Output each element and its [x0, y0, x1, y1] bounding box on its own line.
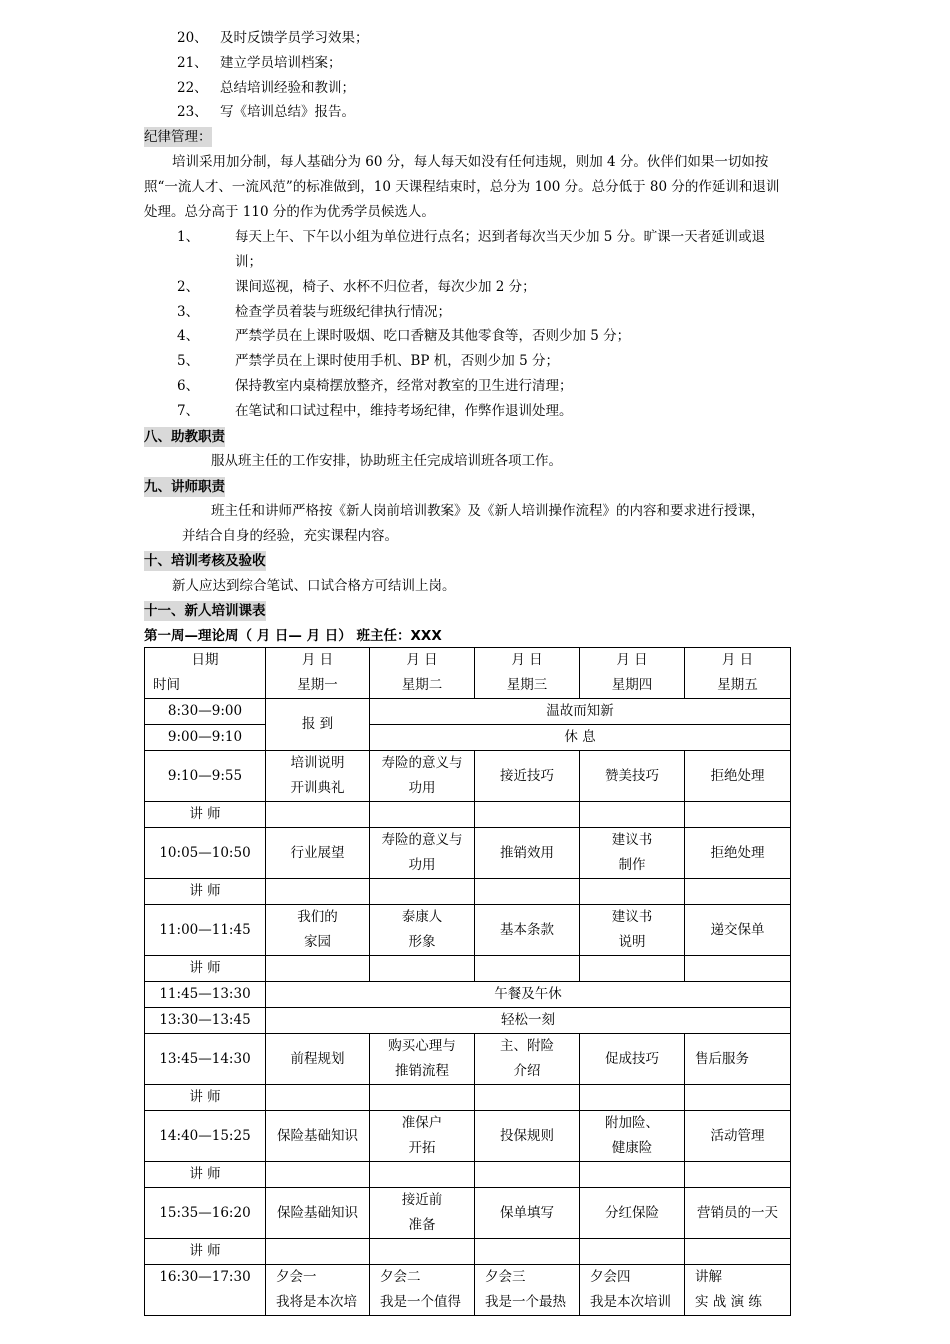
time-cell: 9:00—9:10: [145, 725, 266, 751]
list-item: 23、 写《培训总结》报告。: [177, 104, 355, 120]
section-text: 服从班主任的工作安排，协助班主任完成培训班各项工作。: [211, 453, 562, 469]
header-day-cell: 月 日 星期二: [370, 648, 475, 699]
course-cell: 寿险的意义与 功用: [370, 828, 475, 879]
course-cell: 活动管理: [685, 1111, 791, 1162]
course-cell: 保单填写: [475, 1188, 580, 1239]
table-row: [145, 956, 791, 982]
rule-item: 2、 课间巡视，椅子、水杯不归位者，每次少加 2 分；: [177, 279, 536, 295]
lecturer-cell: [475, 802, 580, 828]
table-row: [145, 1111, 791, 1162]
list-item: 21、 建立学员培训档案；: [177, 55, 342, 71]
lecturer-cell: [580, 1162, 685, 1188]
lecturer-cell: [475, 1239, 580, 1265]
discipline-paragraph-line: 照“一流人才、一流风范”的标准做到，10 天课程结束时，总分为 100 分。总分低于 80 分的作延训和退训: [144, 179, 780, 195]
table-row: [145, 1162, 791, 1188]
time-cell: 15:35—16:20: [145, 1188, 266, 1239]
time-cell: 8:30—9:00: [145, 699, 266, 725]
header-day-cell: 月 日 星期四: [580, 648, 685, 699]
time-cell: 10:05—10:50: [145, 828, 266, 879]
lecturer-label-cell: 讲 师: [145, 1239, 266, 1265]
course-cell: 准保户 开拓: [370, 1111, 475, 1162]
course-cell: 培训说明 开训典礼: [266, 751, 370, 802]
lecturer-cell: [370, 802, 475, 828]
course-cell: 讲解 实 战 演 练: [685, 1265, 791, 1316]
lecturer-cell: [580, 802, 685, 828]
course-cell: 营销员的一天: [685, 1188, 791, 1239]
table-row: [145, 1265, 791, 1316]
lecturer-cell: [266, 879, 370, 905]
time-cell: 11:45—13:30: [145, 982, 266, 1008]
header-date-time-cell: 日期 时间: [145, 648, 266, 699]
lecturer-cell: [475, 1085, 580, 1111]
course-cell: 拒绝处理: [685, 828, 791, 879]
lecturer-cell: [580, 879, 685, 905]
lecturer-cell: [370, 956, 475, 982]
course-cell: 夕会三 我是一个最热: [475, 1265, 580, 1316]
merged-cell: 午餐及午休: [266, 982, 791, 1008]
time-cell: 13:45—14:30: [145, 1034, 266, 1085]
lecturer-label-cell: 讲 师: [145, 956, 266, 982]
table-row: [145, 1008, 791, 1034]
discipline-paragraph-line: 培训采用加分制，每人基础分为 60 分，每人每天如没有任何违规，则加 4 分。伙伴们如果一切如按: [172, 154, 769, 170]
course-cell: 递交保单: [685, 905, 791, 956]
time-cell: 16:30—17:30: [145, 1265, 266, 1316]
lecturer-cell: [370, 879, 475, 905]
course-cell: 促成技巧: [580, 1034, 685, 1085]
table-row: [145, 905, 791, 956]
course-cell: 接近技巧: [475, 751, 580, 802]
lecturer-cell: [580, 1085, 685, 1111]
course-cell: 夕会四 我是本次培训: [580, 1265, 685, 1316]
section-heading-10: 十、培训考核及验收: [144, 553, 266, 569]
course-cell: 接近前 准备: [370, 1188, 475, 1239]
discipline-heading: 纪律管理：: [144, 129, 212, 145]
merged-cell: 轻松一刻: [266, 1008, 791, 1034]
table-row: [145, 648, 791, 699]
course-cell: 拒绝处理: [685, 751, 791, 802]
course-cell: 主、附险 介绍: [475, 1034, 580, 1085]
course-cell: 售后服务: [685, 1034, 791, 1085]
lecturer-cell: [266, 802, 370, 828]
course-cell: 建议书 说明: [580, 905, 685, 956]
time-cell: 13:30—13:45: [145, 1008, 266, 1034]
lecturer-cell: [580, 1239, 685, 1265]
course-cell: 保险基础知识: [266, 1111, 370, 1162]
header-day-cell: 月 日 星期五: [685, 648, 791, 699]
rule-item: 1、 每天上午、下午以小组为单位进行点名；迟到者每次当天少加 5 分。旷课一天者延训或退: [177, 229, 766, 245]
course-cell: 投保规则: [475, 1111, 580, 1162]
lecturer-cell: [266, 1085, 370, 1111]
course-cell: 泰康人 形象: [370, 905, 475, 956]
course-cell: 我们的 家园: [266, 905, 370, 956]
course-cell: 分红保险: [580, 1188, 685, 1239]
rule-item-continuation: 训；: [235, 254, 262, 270]
table-row: [145, 751, 791, 802]
rule-item: 3、 检查学员着装与班级纪律执行情况；: [177, 304, 451, 320]
lecturer-cell: [685, 1239, 791, 1265]
section-heading-11: 十一、新人培训课表: [144, 603, 266, 619]
lecturer-cell: [685, 1085, 791, 1111]
course-cell: 夕会二 我是一个值得: [370, 1265, 475, 1316]
table-row: [145, 828, 791, 879]
lecturer-label-cell: 讲 师: [145, 802, 266, 828]
course-cell: 附加险、 健康险: [580, 1111, 685, 1162]
lecturer-cell: [266, 956, 370, 982]
table-row: [145, 802, 791, 828]
lecturer-cell: [266, 1239, 370, 1265]
list-item: 22、 总结培训经验和教训；: [177, 80, 355, 96]
lecturer-cell: [685, 1162, 791, 1188]
lecturer-cell: [475, 879, 580, 905]
rule-item: 6、 保持教室内桌椅摆放整齐，经常对教室的卫生进行清理；: [177, 378, 573, 394]
merged-cell: 温故而知新: [370, 699, 791, 725]
lecturer-label-cell: 讲 师: [145, 1162, 266, 1188]
lecturer-cell: [370, 1239, 475, 1265]
table-row: [145, 1085, 791, 1111]
header-day-cell: 月 日 星期一: [266, 648, 370, 699]
table-row: [145, 725, 791, 751]
rule-item: 4、 严禁学员在上课时吸烟、吃口香糖及其他零食等，否则少加 5 分；: [177, 328, 631, 344]
lecturer-label-cell: 讲 师: [145, 879, 266, 905]
section-heading-9: 九、讲师职责: [144, 479, 225, 495]
course-cell: 基本条款: [475, 905, 580, 956]
lecturer-cell: [475, 956, 580, 982]
lecturer-cell: [266, 1162, 370, 1188]
course-cell: 购买心理与 推销流程: [370, 1034, 475, 1085]
course-cell: 前程规划: [266, 1034, 370, 1085]
merged-cell: 休 息: [370, 725, 791, 751]
section-text: 并结合自身的经验，充实课程内容。: [182, 528, 398, 544]
discipline-paragraph-line: 处理。总分高于 110 分的作为优秀学员候选人。: [144, 204, 435, 220]
lecturer-cell: [580, 956, 685, 982]
lecturer-cell: [370, 1162, 475, 1188]
header-day-cell: 月 日 星期三: [475, 648, 580, 699]
course-cell: 赞美技巧: [580, 751, 685, 802]
lecturer-cell: [370, 1085, 475, 1111]
week-title: 第一周—理论周（ 月 日— 月 日） 班主任：XXX: [144, 628, 442, 644]
table-row: [145, 982, 791, 1008]
schedule-table: [144, 647, 791, 1316]
rule-item: 7、 在笔试和口试过程中，维持考场纪律，作弊作退训处理。: [177, 403, 573, 419]
time-cell: 14:40—15:25: [145, 1111, 266, 1162]
lecturer-cell: [685, 802, 791, 828]
lecturer-cell: [685, 879, 791, 905]
table-row: [145, 1188, 791, 1239]
course-cell: 寿险的意义与 功用: [370, 751, 475, 802]
table-row: [145, 699, 791, 725]
registration-cell: 报 到: [266, 699, 370, 751]
lecturer-cell: [475, 1162, 580, 1188]
lecturer-cell: [685, 956, 791, 982]
course-cell: 推销效用: [475, 828, 580, 879]
lecturer-label-cell: 讲 师: [145, 1085, 266, 1111]
section-text: 班主任和讲师严格按《新人岗前培训教案》及《新人培训操作流程》的内容和要求进行授课，: [211, 503, 765, 519]
time-cell: 9:10—9:55: [145, 751, 266, 802]
course-cell: 行业展望: [266, 828, 370, 879]
time-cell: 11:00—11:45: [145, 905, 266, 956]
course-cell: 保险基础知识: [266, 1188, 370, 1239]
course-cell: 夕会一 我将是本次培: [266, 1265, 370, 1316]
course-cell: 建议书 制作: [580, 828, 685, 879]
table-row: [145, 1239, 791, 1265]
list-item: 20、 及时反馈学员学习效果；: [177, 30, 369, 46]
section-heading-8: 八、助教职责: [144, 429, 225, 445]
rule-item: 5、 严禁学员在上课时使用手机、BP 机，否则少加 5 分；: [177, 353, 559, 369]
table-row: [145, 1034, 791, 1085]
table-row: [145, 879, 791, 905]
section-text: 新人应达到综合笔试、口试合格方可结训上岗。: [172, 578, 456, 594]
